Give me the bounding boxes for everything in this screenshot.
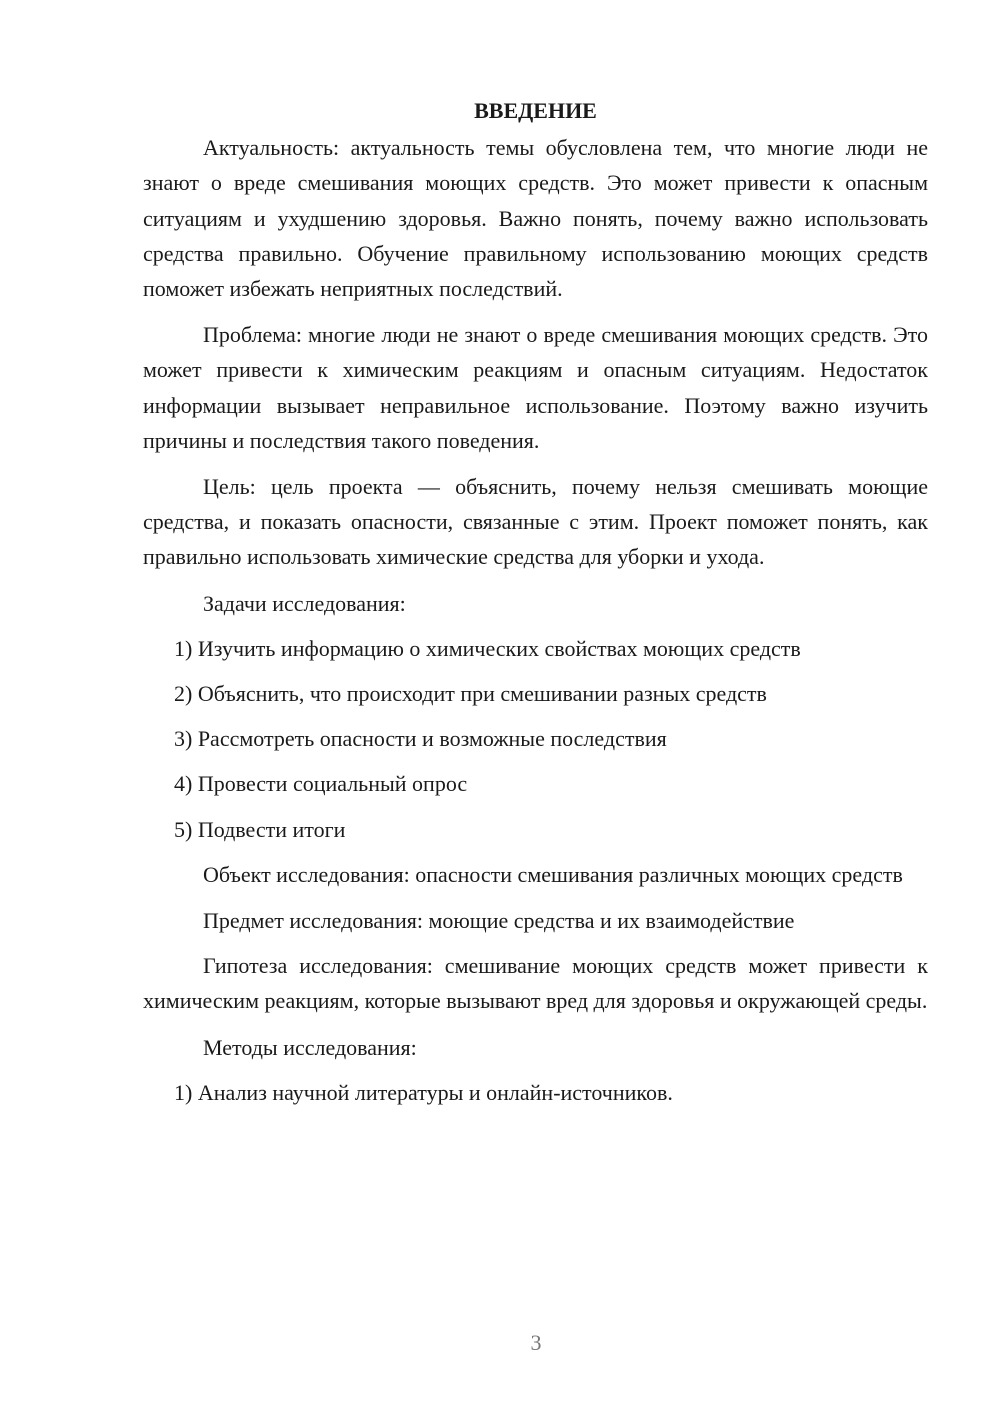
object-paragraph: Объект исследования: опасности смешивания различных моющих средств <box>203 861 903 887</box>
list-item: 4) Провести социальный опрос <box>174 771 468 797</box>
list-item: 2) Объяснить, что происходит при смешивании разных средств <box>174 681 767 707</box>
list-item: 3) Рассмотреть опасности и возможные последствия <box>174 726 667 752</box>
section-title: ВВЕДЕНИЕ <box>474 98 597 123</box>
page-content <box>143 93 928 1120</box>
methods-heading: Методы исследования: <box>203 1034 417 1060</box>
tasks-list <box>143 631 928 847</box>
hypothesis-paragraph: Гипотеза исследования: смешивание моющих средств может привести к химическим реакциям, которые вызывают вред для здоровья и окружающей среды. <box>143 953 928 1014</box>
subject-paragraph: Предмет исследования: моющие средства и их взаимодействие <box>203 908 795 934</box>
tasks-heading: Задачи исследования: <box>203 590 406 616</box>
goal-paragraph: Цель: цель проекта — объяснить, почему нельзя смешивать моющие средства, и показать опасности, связанные с этим. Проект поможет понять, как правильно использовать химические средства для уборки и ухода. <box>143 474 928 570</box>
relevance-paragraph: Актуальность: актуальность темы обусловлена тем, что многие люди не знают о вреде смешивания моющих средств. Это может привести к опасным ситуациям и ухудшению здоровья. Важно понять, почему важно использовать средства правильно. Обучение правильному использованию моющих средств поможет избежать неприятных последствий. <box>143 135 928 302</box>
page-number: 3 <box>530 1330 542 1355</box>
list-item: 1) Изучить информацию о химических свойствах моющих средств <box>174 635 801 661</box>
problem-paragraph: Проблема: многие люди не знают о вреде смешивания моющих средств. Это может привести к химическим реакциям и опасным ситуациям. Недостаток информации вызывает неправильное использование. Поэтому важно изучить причины и последствия такого поведения. <box>143 322 928 453</box>
list-item: 1) Анализ научной литературы и онлайн-источников. <box>174 1079 673 1105</box>
methods-list <box>143 1075 928 1110</box>
list-item: 5) Подвести итоги <box>174 816 346 842</box>
